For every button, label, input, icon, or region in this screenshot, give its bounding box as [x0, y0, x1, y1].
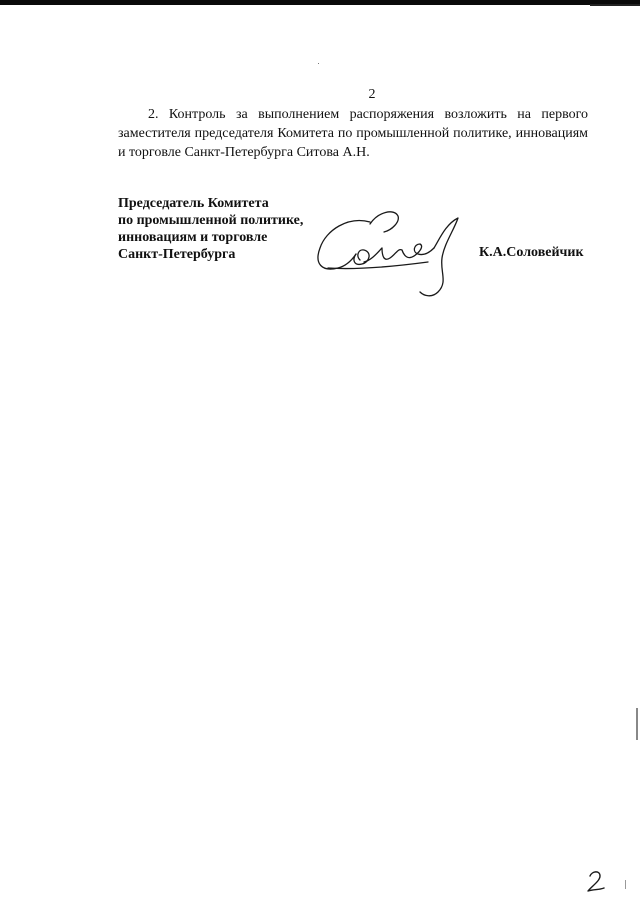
scan-top-edge-tail: [590, 4, 640, 6]
scan-speck: [318, 63, 319, 64]
paragraph-line: заместителя председателя Комитета по промышленной политике, инновациям: [118, 126, 588, 141]
scan-corner-tick: [625, 880, 626, 889]
paragraph-line: 2. Контроль за выполнением распоряжения возложить на первого: [148, 107, 588, 122]
signatory-name: К.А.Соловейчик: [479, 245, 584, 260]
signatory-title-line: Председатель Комитета: [118, 196, 269, 211]
signatory-title-line: по промышленной политике,: [118, 213, 304, 228]
handwritten-signature: [308, 208, 478, 303]
scan-top-edge: [0, 0, 640, 5]
paragraph-line: и торговле Санкт-Петербурга Ситова А.Н.: [118, 145, 370, 160]
body-paragraph: [118, 105, 588, 162]
page-number: 2: [368, 87, 376, 102]
scan-edge-mark: [636, 708, 638, 740]
signatory-title-line: Санкт-Петербурга: [118, 247, 236, 262]
signatory-title: [118, 195, 303, 263]
signatory-title-line: инновациям и торговле: [118, 230, 268, 245]
handwritten-page-marker: [585, 868, 607, 894]
